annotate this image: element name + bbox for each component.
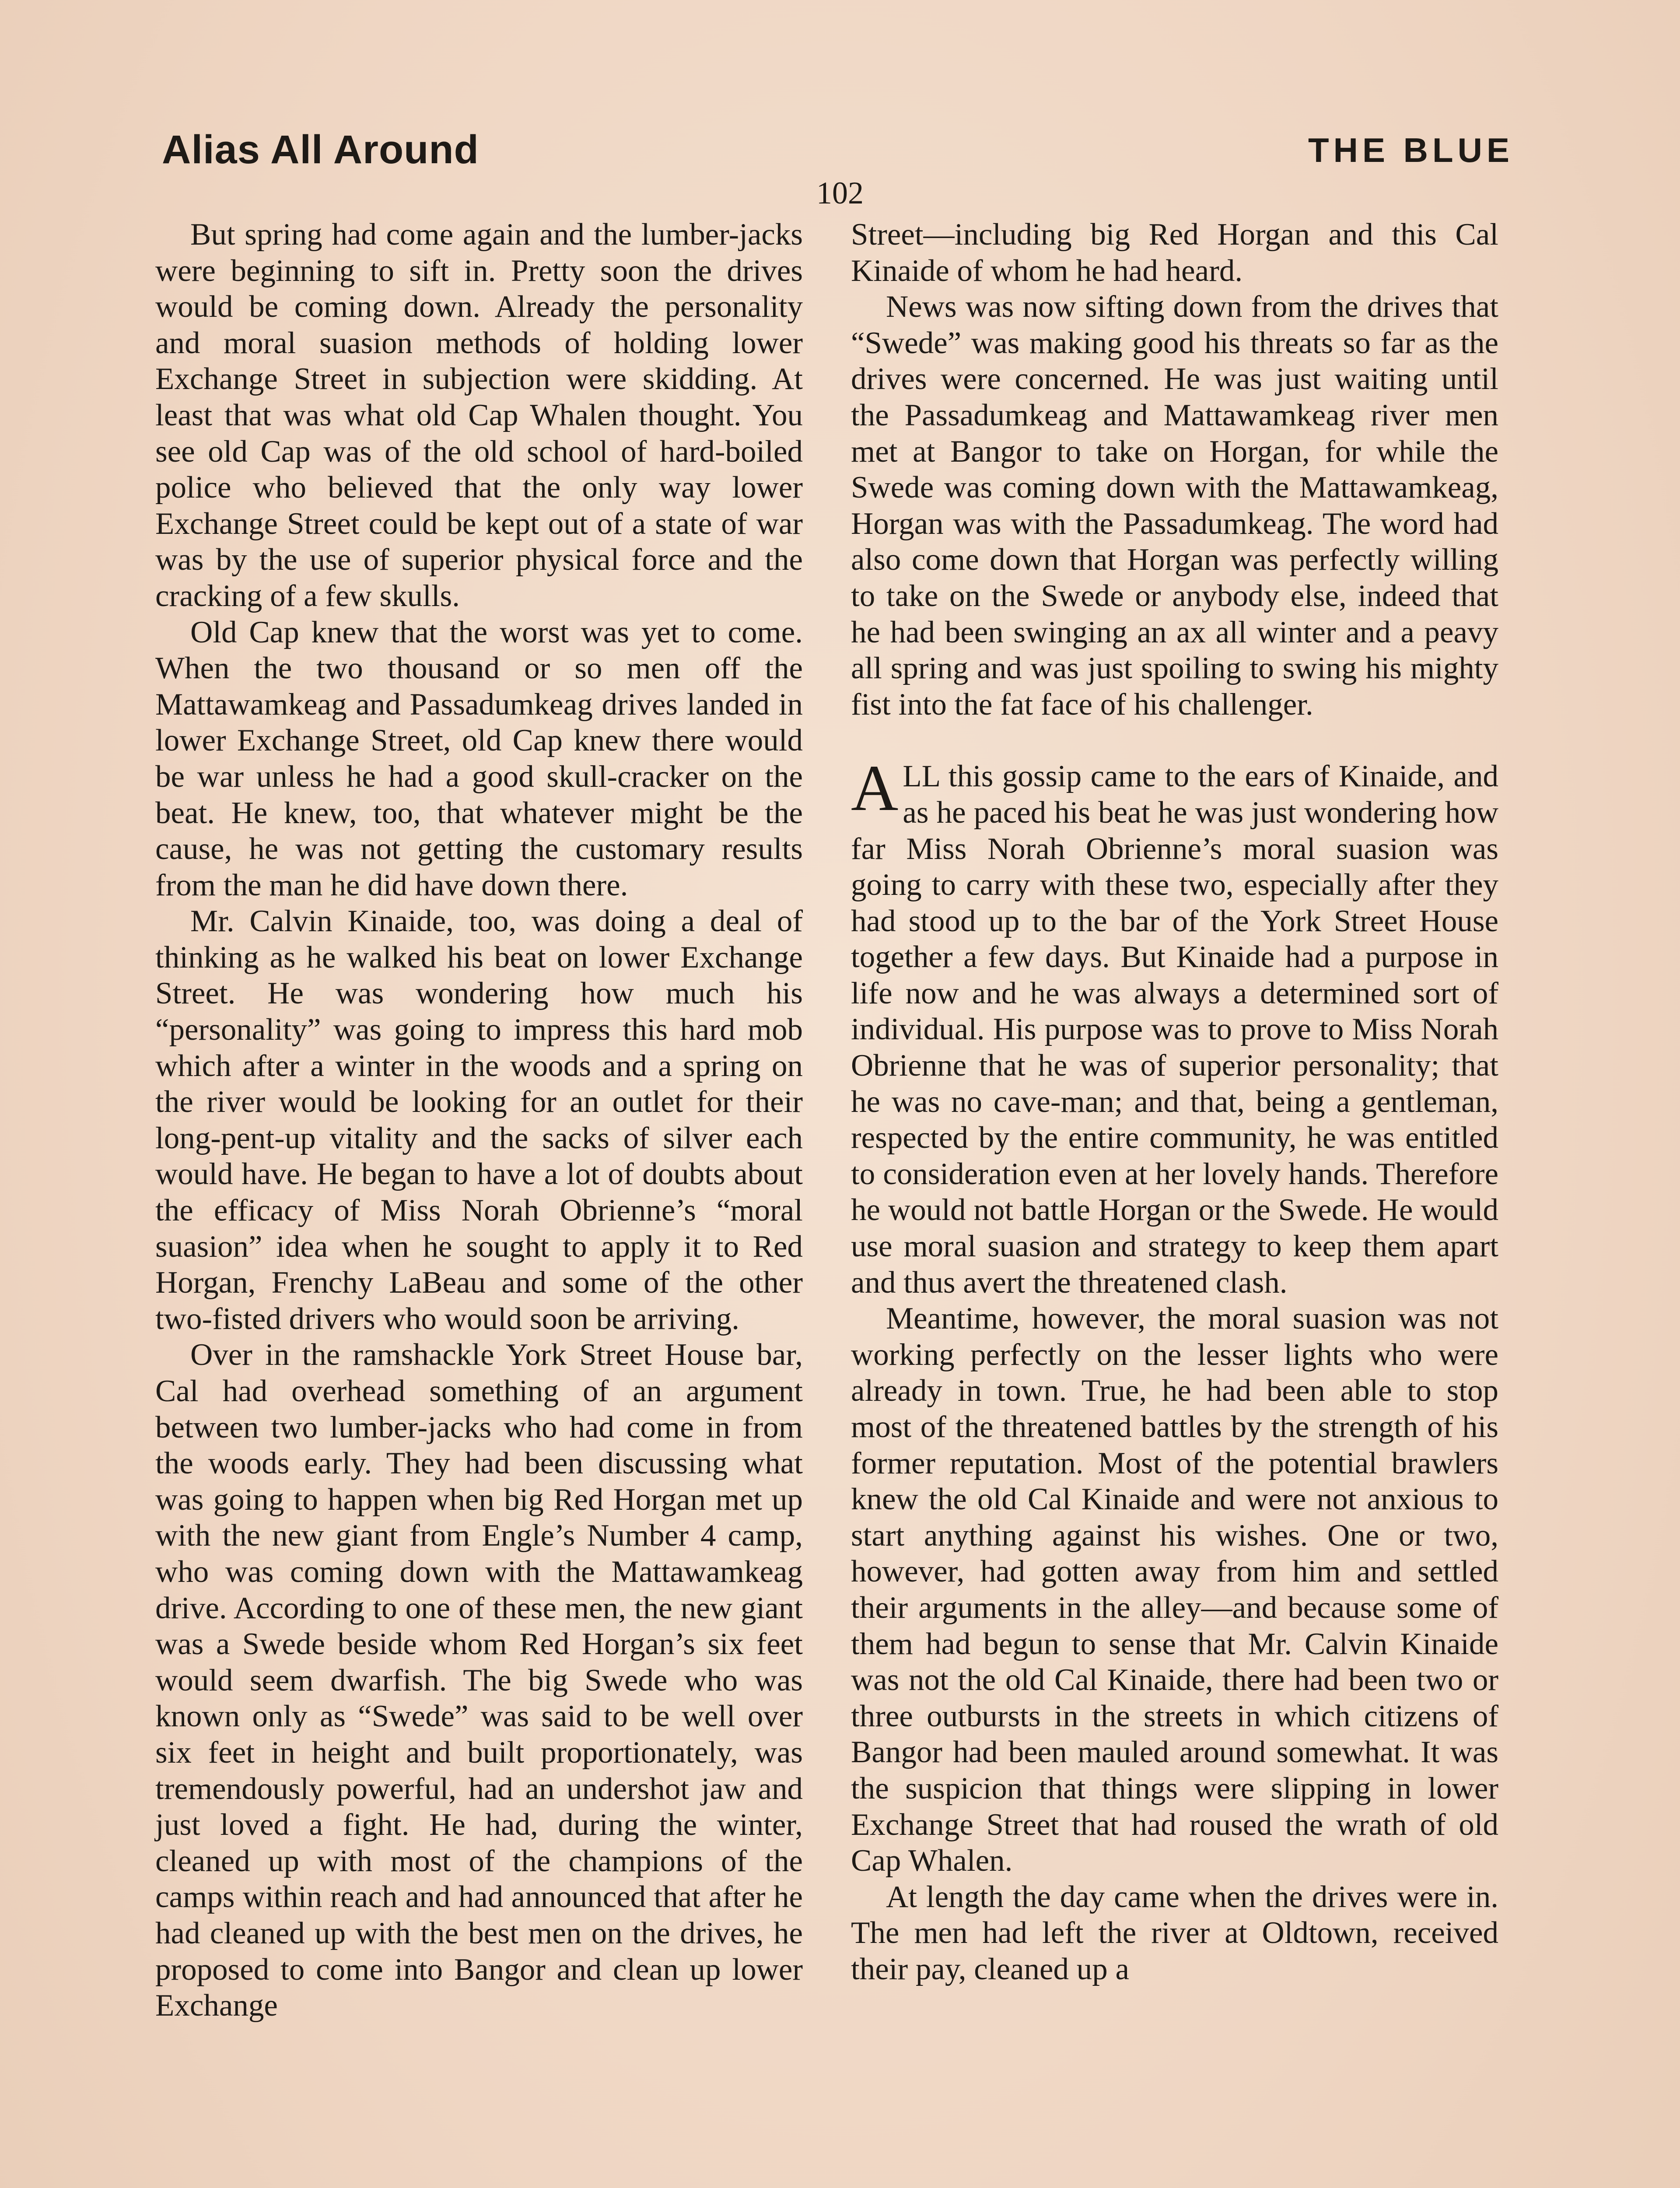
left-column xyxy=(155,217,803,2024)
paragraph: News was now sifting down from the drives that “Swede” was making good his threats so far as the drives were concerned. He was just waiting until the Passadumkeag and Mattawamkeag river men met at Bangor to take on Horgan, for while the Swede was coming down with the Mattawamkeag, Horgan was with the Passadumkeag. The word had also come down that Horgan was perfectly willing to take on the Swede or anybody else, indeed that he had been swinging an ax all winter and a peavy all spring and was just spoiling to swing his mighty fist into the fat face of his challenger. xyxy=(851,290,1498,722)
paragraph: Meantime, however, the moral suasion was not working perfectly on the lesser lights who were already in town. True, he had been able to stop most of the threatened battles by the strength of his former reputation. Most of the potential brawlers knew the old Cal Kinaide and were not anxious to start anything against his wishes. One or two, however, had gotten away from him and settled their arguments in the alley—and because some of them had begun to sense that Mr. Calvin Kinaide was not the old Cal Kinaide, there had been two or three outbursts in the streets in which citizens of Bangor had been mauled around somewhat. It was the suspicion that things were slipping in lower Exchange Street that had roused the wrath of old Cap Whalen. xyxy=(851,1301,1498,1878)
story-title: Alias All Around xyxy=(162,127,479,172)
right-column xyxy=(851,217,1498,1988)
paragraph-text: LL this gossip came to the ears of Kinaide, and as he paced his beat he was just wondering how far Miss Norah Obrienne’s moral suasion was going to carry with these two, especially after they had stood up to the bar of the York Street House together a few days. But Kinaide had a purpose in life now and he was always a determined sort of individual. His purpose was to prove to Miss Norah Obrienne that he was of superior personality; that he was no cave-man; and that, being a gentleman, respected by the entire community, he was entitled to consideration even at her lovely hands. Therefore he would not battle Horgan or the Swede. He would use moral suasion and strategy to keep them apart and thus avert the threatened clash. xyxy=(851,759,1498,1300)
paragraph: Street—including big Red Horgan and this Cal Kinaide of whom he had heard. xyxy=(851,217,1498,288)
page-number: 102 xyxy=(816,175,864,210)
drop-cap: A xyxy=(851,752,899,825)
paragraph: Over in the ramshackle York Street House bar, Cal had overhead something of an argument between two lumber-jacks who had come in from the woods early. They had been discussing what was going to happen when big Red Horgan met up with the new giant from Engle’s Number 4 camp, who was coming down with the Mattawamkeag drive. According to one of these men, the new giant was a Swede beside whom Red Horgan’s six feet would seem dwarfish. The big Swede who was known only as “Swede” was said to be well over six feet in height and built proportionately, was tremendously powerful, had an undershot jaw and just loved a fight. He had, during the winter, cleaned up with most of the champions of the camps within reach and had announced that after he had cleaned up with the best men on the drives, he proposed to come into Bangor and clean up lower Exchange xyxy=(155,1338,803,2023)
magazine-title: THE BLUE xyxy=(1308,131,1514,169)
paragraph: Mr. Calvin Kinaide, too, was doing a deal of thinking as he walked his beat on lower Exchange Street. He was wondering how much his “personality” was going to impress this hard mob which after a winter in the woods and a spring on the river would be looking for an outlet for their long-pent-up vitality and the sacks of silver each would have. He began to have a lot of doubts about the efficacy of Miss Norah Obrienne’s “moral suasion” idea when he sought to apply it to Red Horgan, Frenchy LaBeau and some of the other two-fisted drivers who would soon be arriving. xyxy=(155,904,803,1336)
paragraph: Old Cap knew that the worst was yet to come. When the two thousand or so men off the Mattawamkeag and Passadumkeag drives landed in lower Exchange Street, old Cap knew there would be war unless he had a good skull-cracker on the beat. He knew, too, that whatever might be the cause, he was not getting the customary results from the man he did have down there. xyxy=(155,615,803,902)
paragraph: But spring had come again and the lumber-jacks were beginning to sift in. Pretty soon the drives would be coming down. Already the personality and moral suasion methods of holding lower Exchange Street in subjection were skidding. At least that was what old Cap Whalen thought. You see old Cap was of the old school of hard-boiled police who believed that the only way lower Exchange Street could be kept out of a state of war was by the use of superior physical force and the cracking of a few skulls. xyxy=(155,217,803,613)
paragraph: At length the day came when the drives were in. The men had left the river at Oldtown, received their pay, cleaned up a xyxy=(851,1879,1498,1986)
drop-cap-paragraph xyxy=(851,752,1498,1301)
